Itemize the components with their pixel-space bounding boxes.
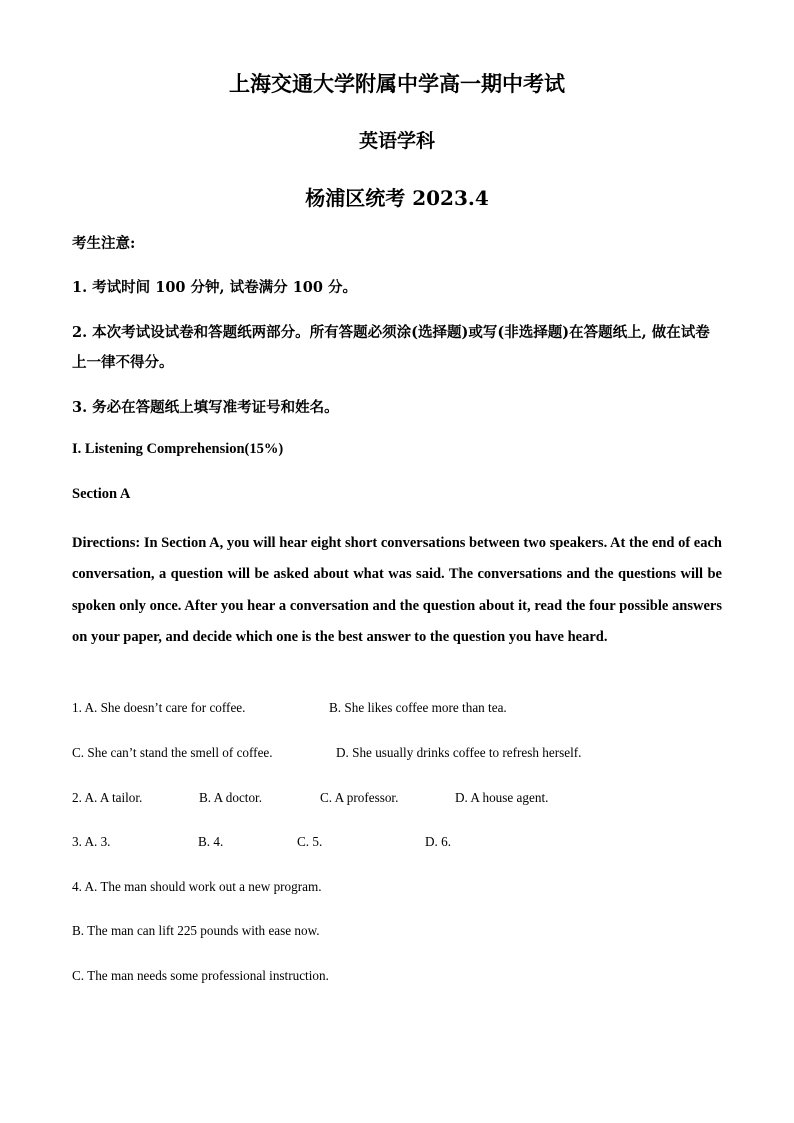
q3-option-c: C. 5. [297,834,323,849]
q2-option-b: B. A doctor. [199,790,263,805]
q2-option-a: 2. A. A tailor. [72,790,143,805]
exam-info: 杨浦区统考 2023.4 [305,186,489,210]
part-heading: I. Listening Comprehension(15%) [72,441,284,457]
q4-option-b: B. The man can lift 225 pounds with ease now. [72,923,320,938]
q4-option-a: 4. A. The man should work out a new program. [72,879,322,894]
q4-option-c: C. The man needs some professional instruction. [72,968,329,983]
notice-item-2: 2. 本次考试设试卷和答题纸两部分。所有答题必须涂(选择题)或写(非选择题)在答题纸上, 做在试卷上一律不得分。 [72,324,710,371]
q1-option-a: 1. A. She doesn’t care for coffee. [72,700,246,715]
q3-option-b: B. 4. [198,834,224,849]
q1-option-c: C. She can’t stand the smell of coffee. [72,745,273,760]
section-heading: Section A [72,486,131,502]
q3-option-d: D. 6. [425,834,452,849]
subject-title: 英语学科 [358,130,435,152]
notice-item-1: 1. 考试时间 100 分钟, 试卷满分 100 分。 [72,279,358,296]
q1-option-b: B. She likes coffee more than tea. [329,700,507,715]
q1-option-d: D. She usually drinks coffee to refresh herself. [336,745,582,760]
notice-heading: 考生注意: [72,235,136,252]
q2-option-d: D. A house agent. [455,790,549,805]
school-title: 上海交通大学附属中学高一期中考试 [229,71,565,96]
directions-paragraph: Directions: In Section A, you will hear eight short conversations between two speakers. At the end of each conversation, a question will be asked about what was said. The conversations and the questions will be spoken only once. After you hear a conversation and the question about it, read the four possible answers on your paper, and decide which one is the best answer to the question you have heard. [72,535,722,646]
notice-item-3: 3. 务必在答题纸上填写准考证号和姓名。 [72,399,339,416]
q2-option-c: C. A professor. [320,790,399,805]
q3-option-a: 3. A. 3. [72,834,111,849]
